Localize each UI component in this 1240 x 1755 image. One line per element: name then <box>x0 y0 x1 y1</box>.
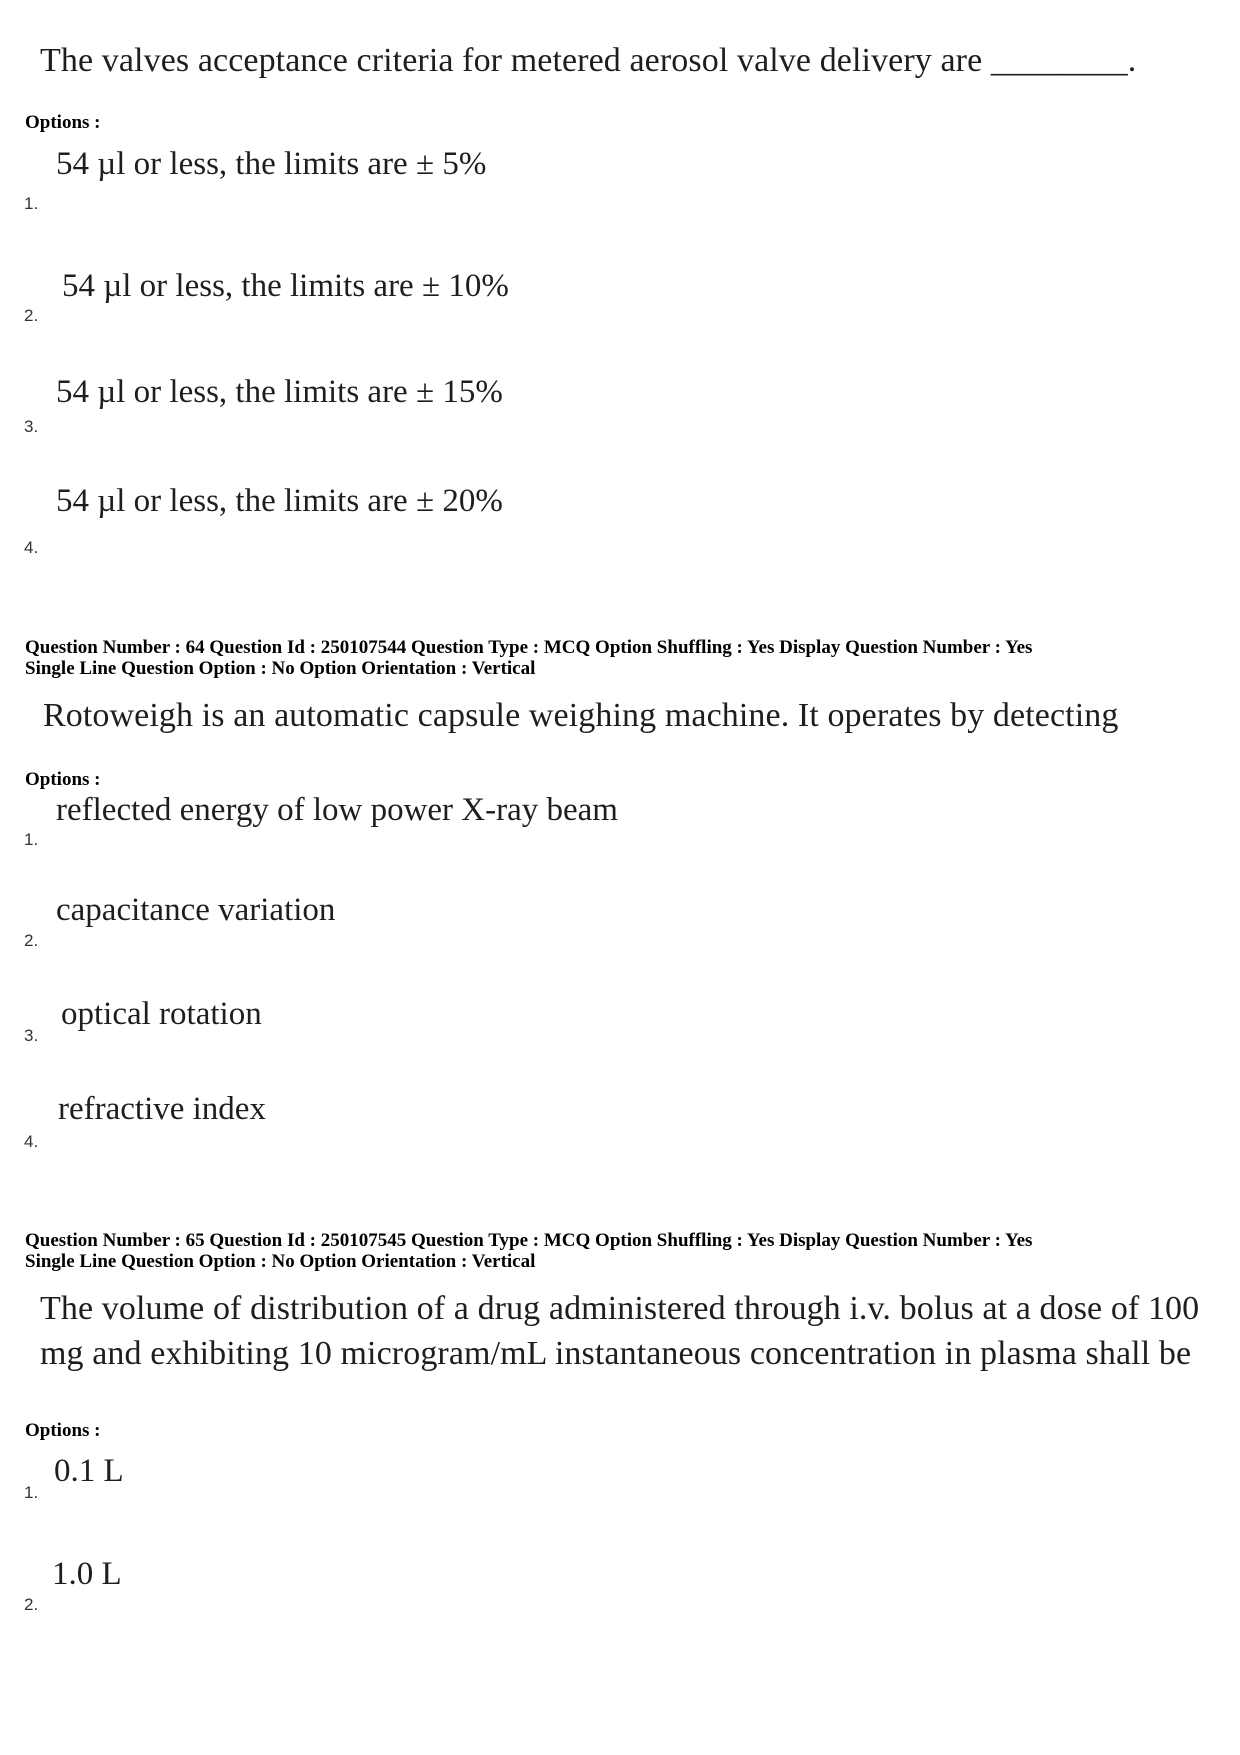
q63-option-3-text: 54 µl or less, the limits are ± 15% <box>56 374 503 410</box>
q64-option-3-text: optical rotation <box>61 996 262 1032</box>
question-65-text-line-2: mg and exhibiting 10 microgram/mL instantaneous concentration in plasma shall be <box>40 1335 1192 1372</box>
q63-option-3-number: 3. <box>24 417 39 436</box>
q64-meta-line-1: Question Number : 64 Question Id : 250107544 Question Type : MCQ Option Shuffling : Yes Display Question Number : Yes <box>25 637 1033 658</box>
q63-option-1-number: 1. <box>24 194 39 213</box>
q63-option-2-number: 2. <box>24 306 39 325</box>
question-64-text: Rotoweigh is an automatic capsule weighing machine. It operates by detecting <box>43 697 1119 734</box>
q64-options-label: Options : <box>25 769 101 790</box>
q64-option-3-number: 3. <box>24 1026 39 1045</box>
q65-option-1-number: 1. <box>24 1483 39 1502</box>
q64-option-1-number: 1. <box>24 830 39 849</box>
q63-option-4-text: 54 µl or less, the limits are ± 20% <box>56 483 503 519</box>
q63-option-2-text: 54 µl or less, the limits are ± 10% <box>62 268 509 304</box>
q64-option-4-number: 4. <box>24 1132 39 1151</box>
q65-option-2-number: 2. <box>24 1595 39 1614</box>
q63-option-1-text: 54 µl or less, the limits are ± 5% <box>56 146 487 182</box>
q64-option-1-text: reflected energy of low power X-ray beam <box>56 792 618 828</box>
q64-option-4-text: refractive index <box>58 1091 266 1127</box>
q65-meta-line-2: Single Line Question Option : No Option Orientation : Vertical <box>25 1251 536 1272</box>
q63-option-4-number: 4. <box>24 538 39 557</box>
q65-option-1-text: 0.1 L <box>54 1453 124 1489</box>
question-63-text: The valves acceptance criteria for metered aerosol valve delivery are ________. <box>40 42 1137 79</box>
q65-options-label: Options : <box>25 1420 101 1441</box>
q64-option-2-text: capacitance variation <box>56 892 336 928</box>
question-65-text-line-1: The volume of distribution of a drug administered through i.v. bolus at a dose of 100 <box>40 1290 1200 1327</box>
q63-options-label: Options : <box>25 112 101 133</box>
q65-option-2-text: 1.0 L <box>52 1556 122 1592</box>
q64-meta-line-2: Single Line Question Option : No Option Orientation : Vertical <box>25 658 536 679</box>
q64-option-2-number: 2. <box>24 931 39 950</box>
q65-meta-line-1: Question Number : 65 Question Id : 250107545 Question Type : MCQ Option Shuffling : Yes Display Question Number : Yes <box>25 1230 1033 1251</box>
